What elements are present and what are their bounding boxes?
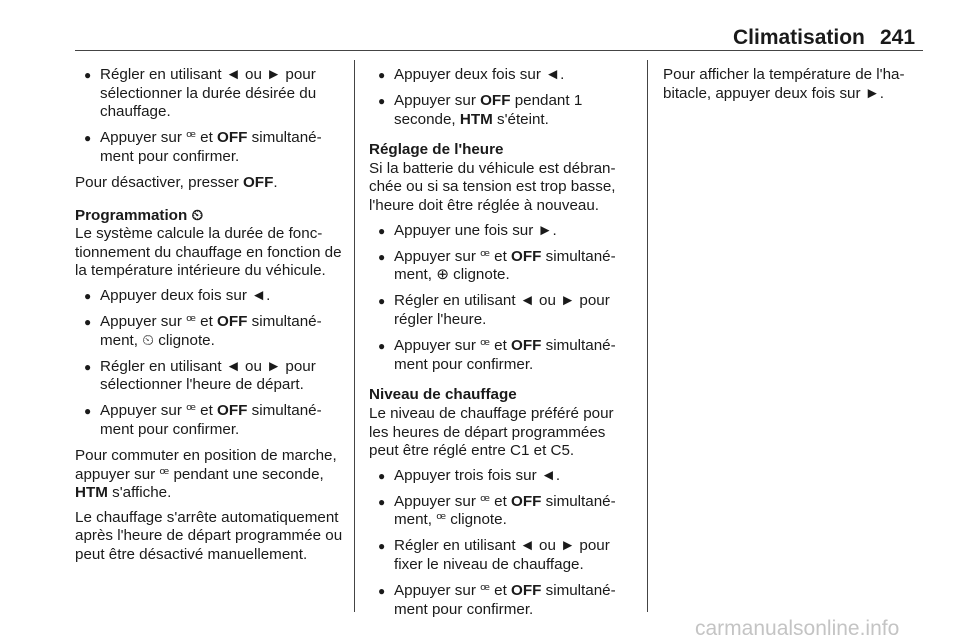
paragraph: Le système calcule la durée de fonctionnement du chauffage en fonction de la température intérieure du véhicule.: [75, 225, 342, 280]
list-item: [369, 248, 634, 285]
list-item-text: Régler en utilisant ◄ ou ► pour régler l'heure.: [394, 292, 610, 329]
page-number: 241: [880, 26, 916, 49]
list-item: [75, 129, 345, 166]
list-item: [75, 402, 345, 439]
bullet-icon: ●: [378, 249, 386, 264]
bullet-icon: ●: [378, 468, 386, 483]
bullet-icon: ●: [84, 68, 92, 82]
text: et: [195, 313, 218, 331]
bullet-icon: ●: [378, 584, 386, 599]
text: et: [489, 492, 512, 510]
column-1: [75, 66, 345, 571]
off-key-label: OFF: [217, 402, 248, 420]
list-item: [369, 467, 634, 486]
column-3: [663, 66, 925, 109]
bullet-icon: ●: [84, 359, 92, 374]
text: Appuyer sur: [100, 402, 187, 420]
text: simultanément pour confirmer.: [100, 402, 322, 438]
paragraph: [75, 174, 345, 193]
list-item: [369, 66, 634, 85]
text: Appuyer sur: [394, 492, 481, 510]
text: s'affiche.: [107, 484, 172, 502]
text: Appuyer sur: [394, 582, 481, 600]
text: pendant une seconde,: [169, 465, 324, 483]
text: clignote.: [446, 511, 507, 529]
list-item: [369, 537, 634, 574]
text: pendant 1 seconde,: [394, 92, 583, 128]
page-header-title: Climatisation: [733, 26, 865, 49]
htm-label: HTM: [75, 484, 108, 502]
off-key-label: OFF: [242, 173, 274, 191]
list-item-text: [394, 582, 634, 619]
list-item-text: [100, 129, 345, 166]
heat-icon: ꟹ: [186, 129, 196, 147]
text: Pour commuter en position de marche, appuyer sur: [75, 447, 337, 483]
heat-icon: ꟹ: [436, 511, 447, 529]
off-key-label: OFF: [217, 313, 248, 331]
heat-icon: ꟹ: [480, 492, 490, 510]
off-key-label: OFF: [217, 129, 248, 147]
text: simultanément,: [394, 492, 616, 529]
paragraph: Le niveau de chauffage préféré pour les heures de départ programmées peut être réglé entre C1 et C5.: [369, 404, 614, 460]
text: s'éteint.: [492, 110, 549, 128]
htm-label: HTM: [459, 110, 493, 128]
list-item-text: Régler en utilisant ◄ ou ► pour fixer le niveau de chauffage.: [394, 537, 610, 574]
list-item: [75, 287, 345, 306]
list-item: [75, 358, 345, 395]
list-item: [369, 222, 634, 241]
header-divider: [75, 50, 923, 51]
bullet-icon: ●: [84, 315, 92, 330]
heat-icon: ꟹ: [480, 582, 490, 600]
list-item-text: Appuyer trois fois sur ◄.: [394, 466, 561, 484]
list-item-text: [394, 337, 634, 374]
off-key-label: OFF: [511, 337, 542, 355]
bullet-icon: ●: [378, 223, 386, 238]
bullet-icon: ●: [84, 288, 92, 303]
list-item-text: Appuyer deux fois sur ◄.: [100, 286, 271, 304]
heat-icon: ꟹ: [159, 465, 170, 483]
bullet-icon: ●: [84, 131, 92, 146]
paragraph: Si la batterie du véhicule est débranchée ou si sa tension est trop basse, l'heure doit être réglée à nouveau.: [369, 159, 616, 215]
list-item-text: [394, 92, 634, 129]
list-item: [369, 292, 634, 329]
heat-icon: ꟹ: [186, 313, 196, 331]
list-item: [369, 92, 634, 129]
paragraph: Le chauffage s'arrête automatiquement après l'heure de départ programmée ou peut être désactivé manuellement.: [75, 508, 343, 564]
text: .: [273, 173, 278, 191]
heat-icon: ꟹ: [480, 337, 490, 355]
bullet-icon: ●: [378, 294, 386, 309]
text: et: [489, 582, 512, 600]
list-item-text: [394, 493, 634, 530]
paragraph: Pour afficher la température de l'habitacle, appuyer deux fois sur ►.: [663, 66, 905, 102]
list-item: [369, 493, 634, 530]
off-key-label: OFF: [511, 492, 542, 510]
list-item: [75, 66, 345, 122]
column-divider-2: [647, 60, 648, 612]
watermark: carmanualsonline.info: [695, 617, 900, 640]
text: Appuyer sur: [394, 247, 481, 265]
bullet-icon: ●: [84, 404, 92, 419]
text: simultanément pour confirmer.: [394, 337, 616, 373]
list-item-text: Régler en utilisant ◄ ou ► pour sélectionner la durée désirée du chauffage.: [100, 66, 317, 121]
off-key-label: OFF: [511, 582, 542, 600]
text: et: [489, 247, 512, 265]
list-item-text: [100, 402, 345, 439]
off-key-label: OFF: [480, 92, 511, 110]
heat-icon: ꟹ: [186, 402, 196, 420]
text: et: [489, 337, 512, 355]
text: Appuyer sur: [394, 337, 481, 355]
bullet-icon: ●: [378, 539, 386, 554]
text: simultanément pour confirmer.: [100, 129, 322, 165]
text: simultanément pour confirmer.: [394, 582, 616, 618]
text: Appuyer sur: [100, 129, 187, 147]
text: simultanément, ⊕ clignote.: [394, 247, 616, 284]
bullet-icon: ●: [378, 68, 386, 82]
paragraph: [75, 447, 345, 503]
text: simultanément, ⏲ clignote.: [100, 313, 322, 349]
text: et: [195, 402, 218, 420]
list-item-text: [394, 248, 634, 285]
list-item: [369, 337, 634, 374]
bullet-icon: ●: [378, 339, 386, 354]
list-item: [369, 582, 634, 619]
text: et: [195, 129, 218, 147]
bullet-icon: ●: [378, 94, 386, 109]
section-heading: Niveau de chauffage: [369, 386, 517, 404]
heat-icon: ꟹ: [480, 247, 490, 265]
list-item-text: Appuyer une fois sur ►.: [394, 221, 557, 239]
section-heading: Programmation ⏲: [75, 206, 204, 224]
text: Pour désactiver, presser: [75, 173, 243, 191]
list-item-text: Appuyer deux fois sur ◄.: [394, 66, 565, 83]
list-item-text: Régler en utilisant ◄ ou ► pour sélectionner l'heure de départ.: [100, 357, 316, 394]
column-divider-1: [354, 60, 355, 612]
column-2: [369, 66, 634, 627]
section-heading: Réglage de l'heure: [369, 141, 504, 159]
list-item-text: [100, 313, 345, 350]
text: Appuyer sur: [100, 313, 187, 331]
off-key-label: OFF: [511, 247, 542, 265]
text: Appuyer sur: [394, 92, 481, 110]
bullet-icon: ●: [378, 494, 386, 509]
list-item: [75, 313, 345, 350]
